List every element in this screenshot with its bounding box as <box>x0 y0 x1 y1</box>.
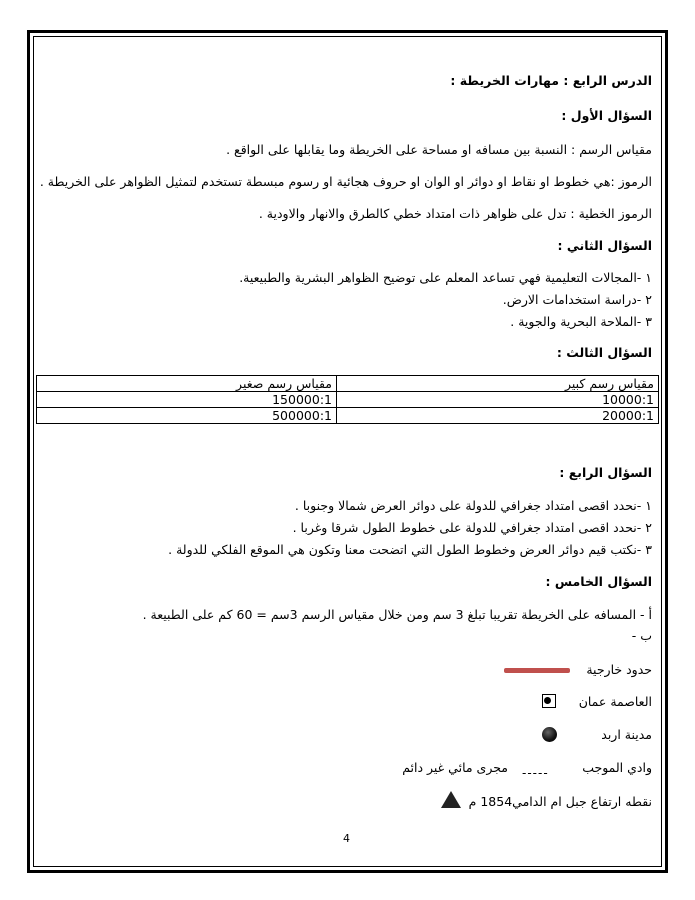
q5-heading: السؤال الخامس : <box>545 574 652 589</box>
q2-heading: السؤال الثاني : <box>557 238 652 253</box>
legend-city-label: مدينة اربد <box>601 727 652 742</box>
legend-capital-label: العاصمة عمان <box>578 694 652 709</box>
q1-scale-definition: مقياس الرسم : النسبة بين مسافه او مساحة على الخريطة وما يقابلها على الواقع . <box>226 142 652 157</box>
q4-heading: السؤال الرابع : <box>559 465 652 480</box>
table-cell: 500000:1 <box>37 408 337 424</box>
scale-comparison-table <box>36 375 659 424</box>
q2-item-2: ٢ -دراسة استخدامات الارض. <box>502 292 652 307</box>
legend-peak-label: نقطه ارتفاع جبل ام الدامي1854 م <box>468 794 652 809</box>
q3-heading: السؤال الثالث : <box>556 345 652 360</box>
legend-external-borders-label: حدود خارجية <box>586 662 652 677</box>
page-number: 4 <box>343 832 350 845</box>
q1-symbols-definition: الرموز :هي خطوط او نقاط او دوائر او الوان او حروف هجائية او رسوم مبسطة تستخدم لتمثيل الظواهر على الخريطة . <box>39 174 652 189</box>
q1-heading: السؤال الأول : <box>561 108 652 123</box>
table-cell: 10000:1 <box>337 392 659 408</box>
dashed-line-symbol: ----- <box>522 766 549 780</box>
table-cell: 150000:1 <box>37 392 337 408</box>
table-header-row <box>37 376 659 392</box>
page-border-inner <box>33 36 662 867</box>
legend-wadi-label: وادي الموجب <box>582 760 652 775</box>
legend-stream-label: مجرى مائي غير دائم <box>402 760 508 775</box>
q1-line-symbols-definition: الرموز الخطية : تدل على ظواهر ذات امتداد خطي كالطرق والانهار والاودية . <box>258 206 652 221</box>
table-header-large-scale: مقياس رسم كبير <box>337 376 659 392</box>
table-row <box>37 408 659 424</box>
city-dot-icon <box>542 727 557 742</box>
q4-item-1: ١ -نحدد اقصى امتداد جغرافي للدولة على دوائر العرض شمالا وجنوبا . <box>294 498 652 513</box>
table-header-small-scale: مقياس رسم صغير <box>37 376 337 392</box>
q4-item-3: ٣ -نكتب قيم دوائر العرض وخطوط الطول التي اتضحت معنا وتكون هي الموقع الفلكي للدولة . <box>168 542 652 557</box>
mountain-triangle-icon <box>441 791 461 808</box>
border-line-symbol <box>504 668 570 673</box>
q4-item-2: ٢ -نحدد اقصى امتداد جغرافي للدولة على خطوط الطول شرقا وغربا . <box>292 520 652 535</box>
q2-item-3: ٣ -الملاحة البحرية والجوية . <box>510 314 652 329</box>
q2-item-1: ١ -المجالات التعليمية فهي تساعد المعلم على توضيح الظواهر البشرية والطبيعية. <box>239 270 652 285</box>
capital-icon <box>542 694 556 708</box>
lesson-title: الدرس الرابع : مهارات الخريطة : <box>450 73 652 88</box>
q5-item-b: ب - <box>631 628 652 643</box>
table-row <box>37 392 659 408</box>
q5-item-a: أ - المسافه على الخريطة تقريبا تبلغ 3 سم ومن خلال مقياس الرسم 3سم = 60 كم على الطبيعة . <box>142 607 652 622</box>
table-cell: 20000:1 <box>337 408 659 424</box>
